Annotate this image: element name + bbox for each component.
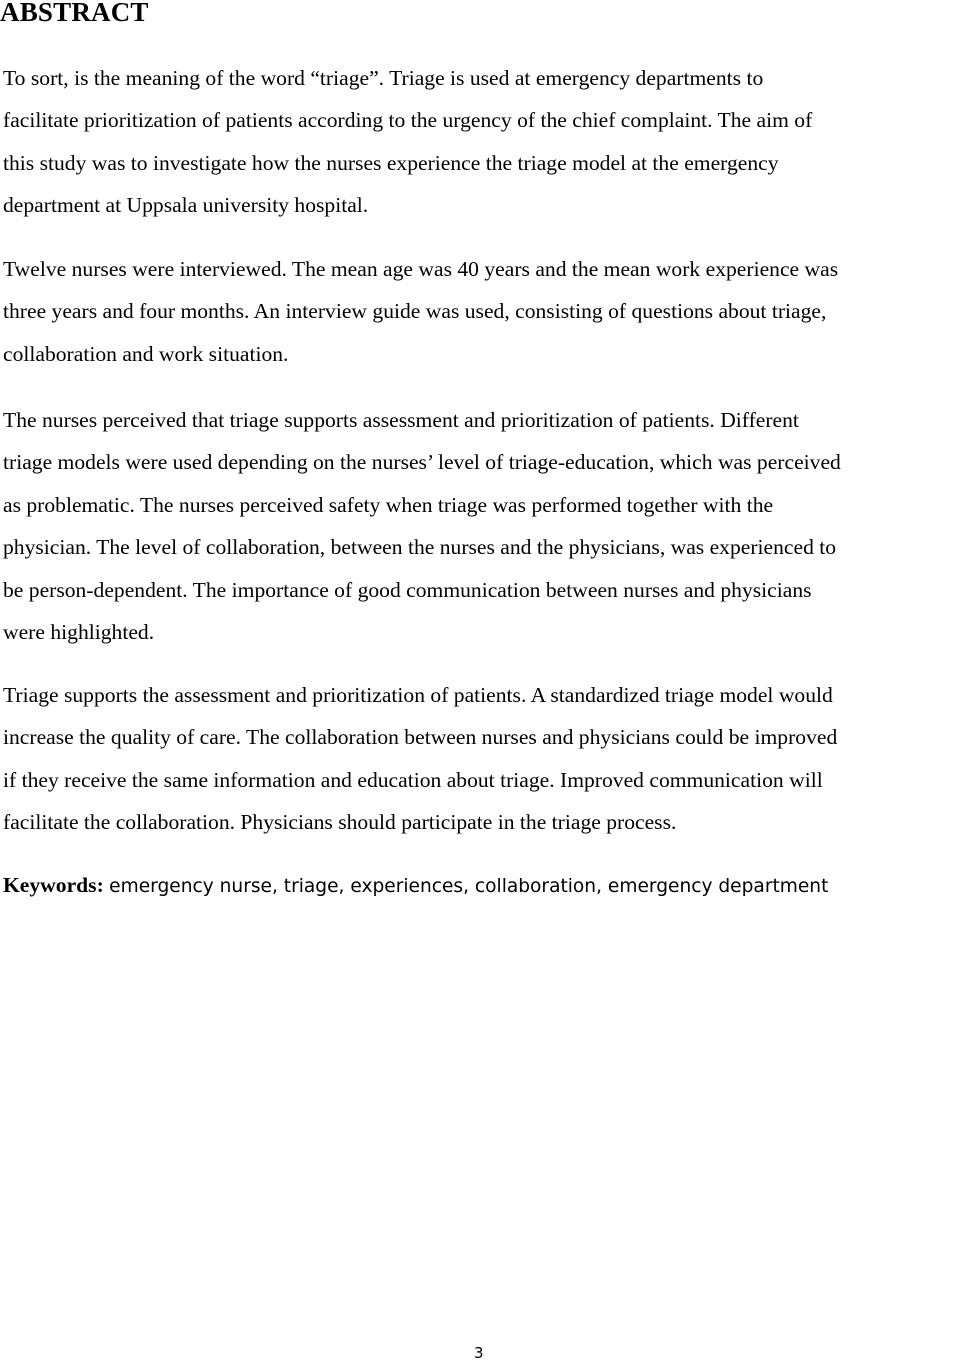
abstract-paragraph-3 (3, 399, 960, 653)
abstract-heading: ABSTRACT (0, 0, 149, 27)
paragraph-line: department at Uppsala university hospital. (3, 193, 369, 218)
paragraph-line: be person-dependent. The importance of good communication between nurses and physicians (3, 577, 812, 602)
paragraph-line: collaboration and work situation. (3, 341, 289, 366)
paragraph-line: if they receive the same information and education about triage. Improved communication will (3, 767, 823, 792)
paragraph-line: To sort, is the meaning of the word “triage”. Triage is used at emergency departments to (3, 66, 764, 90)
abstract-paragraph-4 (3, 674, 960, 844)
paragraph-line: triage models were used depending on the nurses’ level of triage-education, which was perceived (3, 450, 841, 475)
keywords-line (3, 864, 960, 908)
paragraph-line: increase the quality of care. The collaboration between nurses and physicians could be improved (3, 725, 838, 750)
keywords-list: emergency nurse, triage, experiences, collaboration, emergency department (109, 876, 829, 897)
abstract-paragraph-2 (3, 248, 960, 375)
paragraph-line: three years and four months. An interview guide was used, consisting of questions about triage, (3, 299, 827, 324)
paragraph-line: facilitate the collaboration. Physicians should participate in the triage process. (3, 810, 677, 835)
paragraph-line: facilitate prioritization of patients according to the urgency of the chief complaint. The aim of (3, 108, 813, 133)
paragraph-line: Triage supports the assessment and prioritization of patients. A standardized triage model would (3, 683, 833, 707)
paragraph-line: were highlighted. (3, 620, 155, 645)
page-number: 3 (474, 1344, 484, 1362)
paragraph-line: as problematic. The nurses perceived safety when triage was performed together with the (3, 492, 774, 517)
paragraph-line: Twelve nurses were interviewed. The mean age was 40 years and the mean work experience was (3, 257, 839, 281)
paragraph-line: physician. The level of collaboration, between the nurses and the physicians, was experienced to (3, 535, 837, 560)
abstract-paragraph-1 (3, 57, 960, 227)
paragraph-line: this study was to investigate how the nurses experience the triage model at the emergency (3, 150, 779, 175)
keywords-label: Keywords: (3, 873, 104, 897)
paragraph-line: The nurses perceived that triage supports assessment and prioritization of patients. Different (3, 408, 799, 432)
